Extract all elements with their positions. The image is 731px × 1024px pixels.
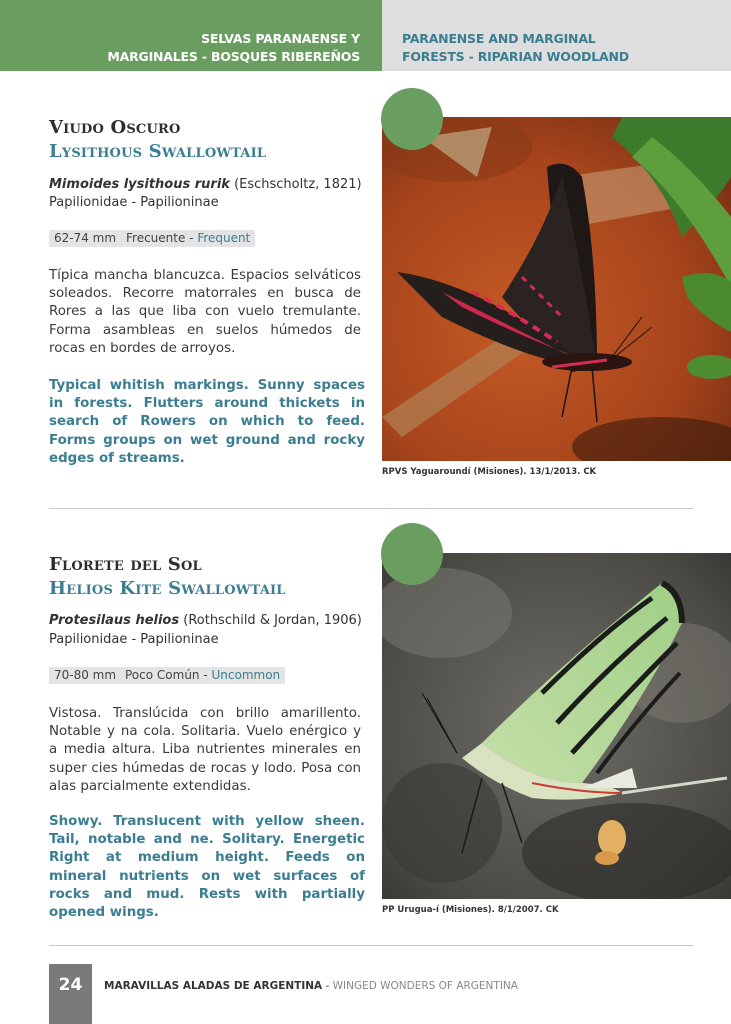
header-habitat-es-line1: SELVAS PARANAENSE Y (201, 31, 360, 46)
header-right-band (382, 0, 731, 71)
species-2-family: Papilionidae - Papilioninae (49, 632, 219, 647)
species-2-author: (Rothschild & Jordan, 1906) (179, 613, 362, 628)
footer-title-es: MARAVILLAS ALADAS DE ARGENTINA (104, 980, 323, 992)
header-habitat-es-line2: MARGINALES - BOSQUES RIBEREÑOS (107, 49, 360, 64)
species-2-size-tag: 70-80 mm (49, 667, 121, 684)
species-2-scientific-name: Protesilaus helios (49, 613, 180, 628)
species-1-frequency-tag (121, 230, 255, 247)
footer-title-en: WINGED WONDERS OF ARGENTINA (332, 980, 518, 992)
species-1-frequency-es: Frecuente - (126, 231, 198, 245)
species-1-description-es: Típica mancha blancuzca. Espacios selváticos soleados. Recorre matorrales en busca de Rores a las que liba con vuelo tremulante. Forma asambleas en suelos húmedos de rocas en bordes de arroyos. (49, 268, 361, 356)
species-1-photo-caption: RPVS Yaguaroundí (Misiones). 13/1/2013. CK (382, 467, 597, 477)
header-left-band (0, 0, 382, 71)
species-2-name-es: Florete del Sol (49, 554, 202, 575)
species-1-name-es: Viudo Oscuro (49, 117, 181, 138)
species-1-habitat-dot (381, 88, 443, 150)
footer-book-title (104, 980, 518, 992)
footer-divider (49, 945, 693, 946)
species-1-size-tag: 62-74 mm (49, 230, 121, 247)
header-habitat-en-line2: FORESTS - RIPARIAN WOODLAND (402, 49, 629, 64)
page-number: 24 (49, 964, 92, 1024)
section-divider (49, 508, 693, 509)
species-1-name-en: Lysithous Swallowtail (49, 141, 267, 162)
species-2-frequency-tag (120, 667, 285, 684)
species-2-scientific-line (49, 613, 362, 628)
species-1-photo (382, 117, 731, 461)
species-2-description-es: Vistosa. Translúcida con brillo amarillento. Notable y na cola. Solitaria. Vuelo enérgico y a media altura. Liba nutrientes minerales en super cies húmedas de rocas y lodo. Posa con alas parcialmente extendidas. (49, 706, 361, 794)
species-1-scientific-name: Mimoides lysithous rurik (49, 177, 230, 192)
species-2-photo (382, 553, 731, 899)
species-2-frequency-en: Uncommon (211, 668, 281, 682)
species-1-family: Papilionidae - Papilioninae (49, 195, 219, 210)
header-habitat-en-line1: PARANENSE AND MARGINAL (402, 31, 596, 46)
footer-separator: - (322, 980, 333, 992)
species-2-description-en: Showy. Translucent with yellow sheen. Tail, notable and ne. Solitary. Energetic Right at medium height. Feeds on mineral nutrients on wet surfaces of rocks and mud. Rests with partially opened wings. (49, 814, 365, 921)
species-2-habitat-dot (381, 523, 443, 585)
species-1-author: (Eschscholtz, 1821) (229, 177, 362, 192)
species-1-description-en: Typical whitish markings. Sunny spaces in forests. Flutters around thickets in search of Rowers on which to feed. Forms groups on wet ground and rocky edges of streams. (49, 378, 365, 466)
species-1-frequency-en: Frequent (197, 231, 251, 245)
species-2-frequency-es: Poco Común - (125, 668, 212, 682)
species-2-name-en: Helios Kite Swallowtail (49, 578, 286, 599)
species-1-scientific-line (49, 177, 362, 192)
species-2-photo-caption: PP Urugua-í (Misiones). 8/1/2007. CK (382, 905, 559, 915)
